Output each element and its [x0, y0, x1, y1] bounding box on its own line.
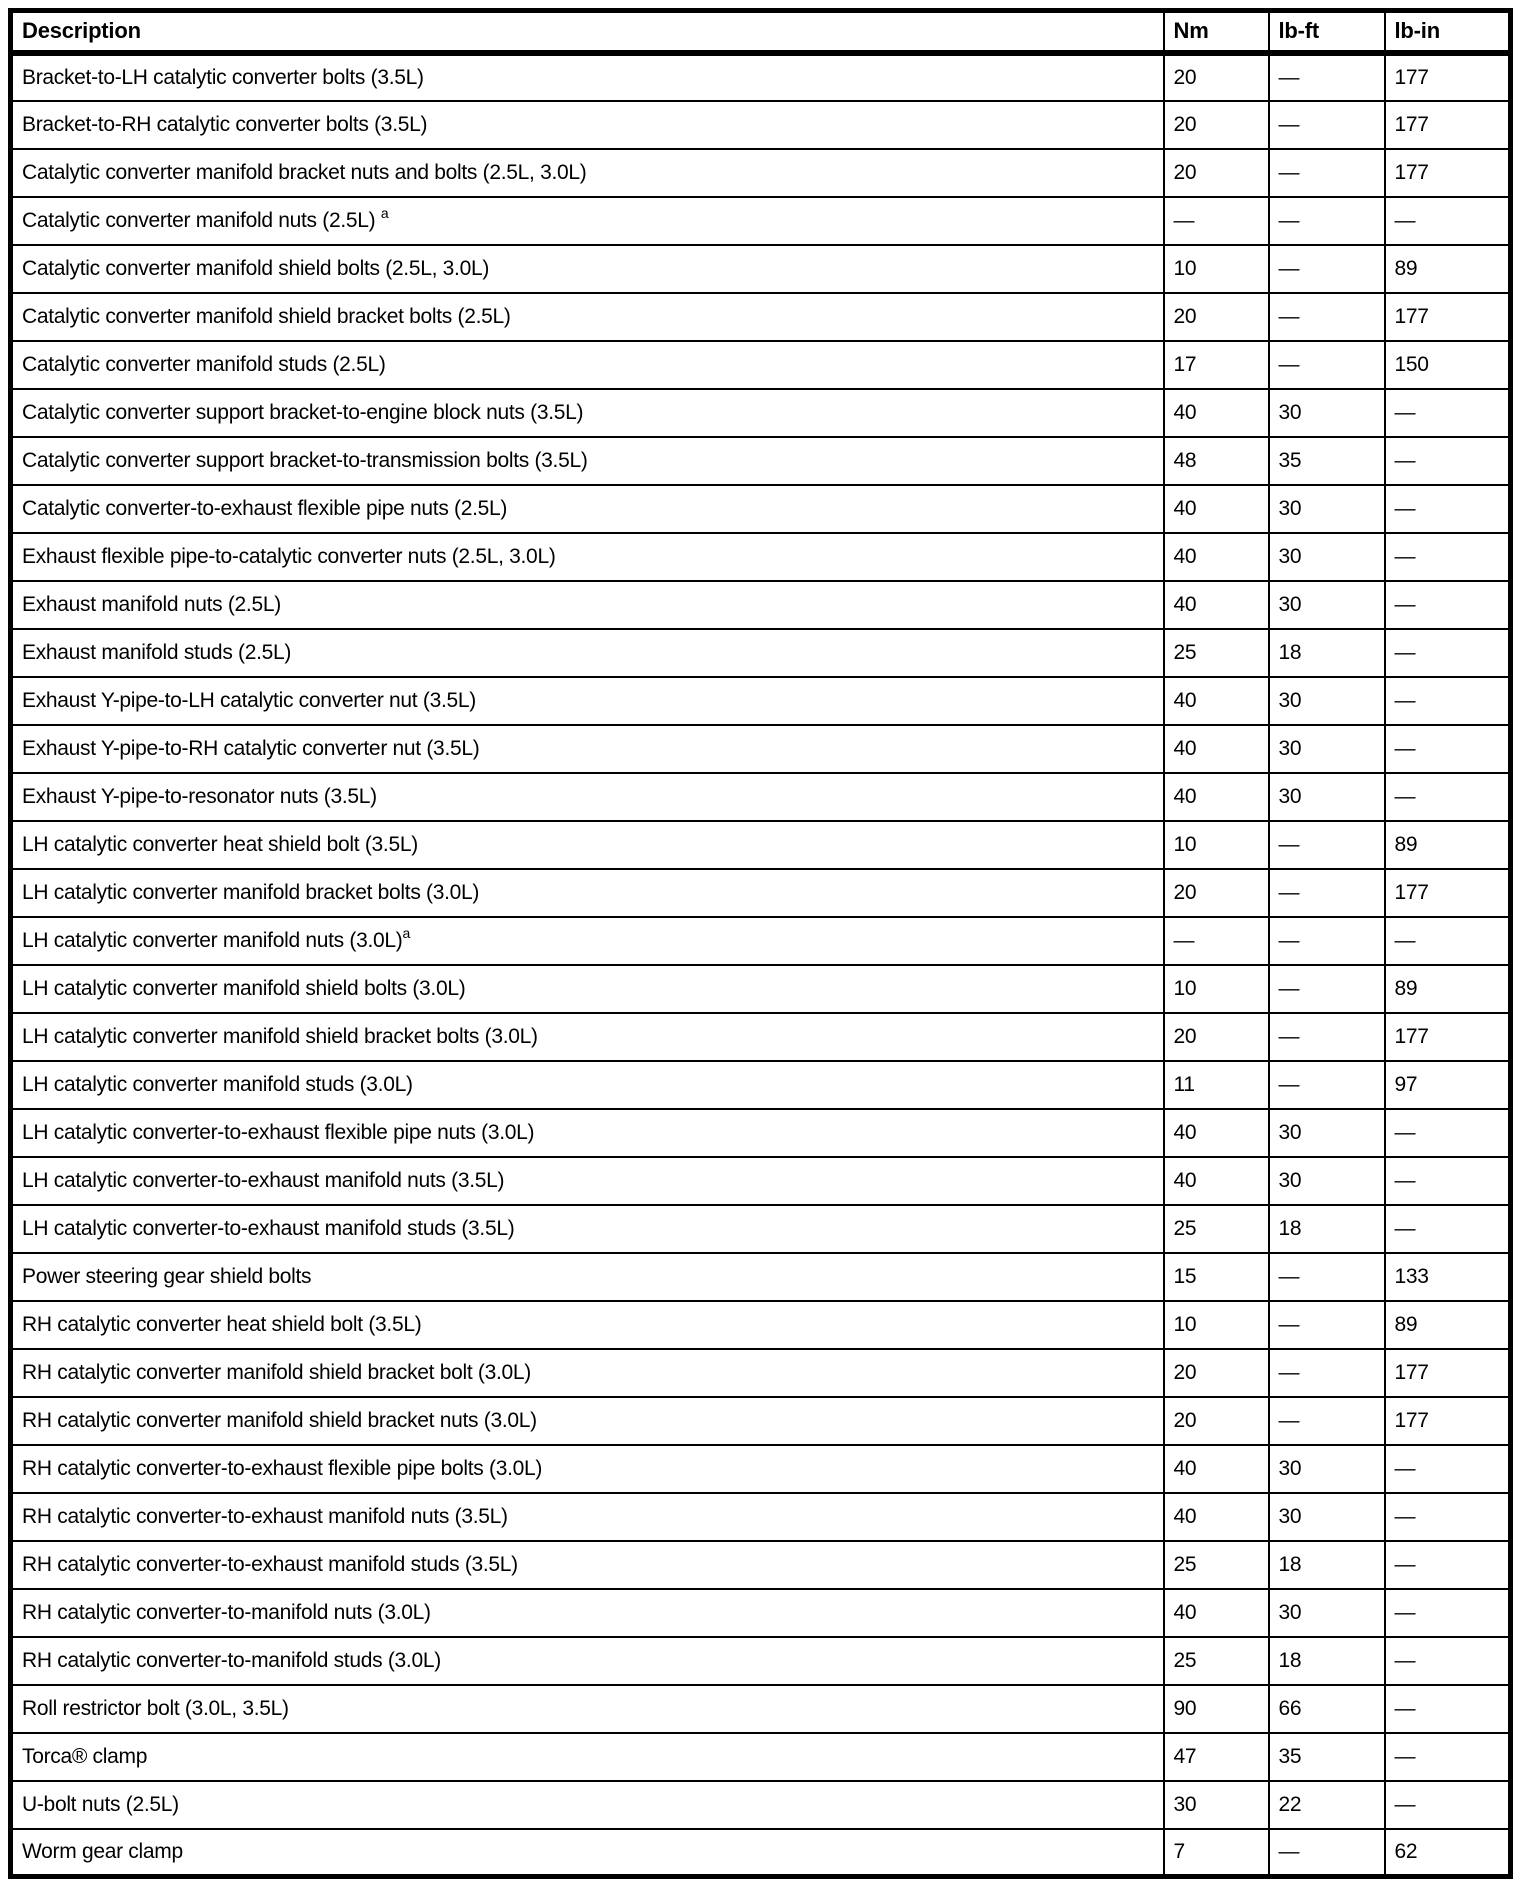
lbft-cell: 30 [1269, 1109, 1385, 1157]
nm-cell: 25 [1164, 1205, 1269, 1253]
nm-cell: 30 [1164, 1781, 1269, 1829]
nm-cell: 20 [1164, 53, 1269, 101]
lbft-cell: 18 [1269, 1205, 1385, 1253]
lbin-cell: 89 [1385, 965, 1511, 1013]
nm-cell: 40 [1164, 1157, 1269, 1205]
lbin-cell: 89 [1385, 821, 1511, 869]
lbin-cell: — [1385, 389, 1511, 437]
lbin-cell: 177 [1385, 1397, 1511, 1445]
footnote-marker: a [380, 204, 389, 221]
table-row [11, 1445, 1511, 1493]
lbin-cell: — [1385, 773, 1511, 821]
table-row [11, 1109, 1511, 1157]
table-row [11, 1541, 1511, 1589]
lbft-cell: — [1269, 1829, 1385, 1877]
lbin-cell: — [1385, 725, 1511, 773]
nm-cell: 10 [1164, 965, 1269, 1013]
table-row [11, 533, 1511, 581]
table-row [11, 1733, 1511, 1781]
lbin-cell: 177 [1385, 101, 1511, 149]
nm-cell: 20 [1164, 869, 1269, 917]
lbft-cell: 18 [1269, 1637, 1385, 1685]
lbin-cell: — [1385, 485, 1511, 533]
lbft-cell: — [1269, 1301, 1385, 1349]
description-cell: RH catalytic converter-to-manifold nuts (3.0L) [11, 1589, 1164, 1637]
description-cell: Exhaust Y-pipe-to-resonator nuts (3.5L) [11, 773, 1164, 821]
lbin-cell: — [1385, 1589, 1511, 1637]
nm-cell: 20 [1164, 101, 1269, 149]
lbin-cell: 97 [1385, 1061, 1511, 1109]
description-cell: Bracket-to-LH catalytic converter bolts (3.5L) [11, 53, 1164, 101]
nm-cell: 48 [1164, 437, 1269, 485]
table-row [11, 1157, 1511, 1205]
lbft-cell: 22 [1269, 1781, 1385, 1829]
nm-cell: 40 [1164, 485, 1269, 533]
description-cell: Catalytic converter support bracket-to-transmission bolts (3.5L) [11, 437, 1164, 485]
nm-cell: 10 [1164, 821, 1269, 869]
lbin-cell: 89 [1385, 1301, 1511, 1349]
description-cell: U-bolt nuts (2.5L) [11, 1781, 1164, 1829]
table-row [11, 293, 1511, 341]
table-row [11, 485, 1511, 533]
lbin-cell: — [1385, 1493, 1511, 1541]
table-row [11, 869, 1511, 917]
table-row [11, 1301, 1511, 1349]
lbft-cell: 30 [1269, 1445, 1385, 1493]
torque-spec-table [8, 8, 1513, 1879]
lbft-cell: — [1269, 917, 1385, 965]
nm-cell: 10 [1164, 245, 1269, 293]
lbft-cell: — [1269, 869, 1385, 917]
lbft-cell: 18 [1269, 1541, 1385, 1589]
lbin-cell: — [1385, 533, 1511, 581]
table-row [11, 1397, 1511, 1445]
table-row [11, 149, 1511, 197]
lbin-cell: 177 [1385, 293, 1511, 341]
nm-cell: 40 [1164, 1109, 1269, 1157]
description-cell: Catalytic converter-to-exhaust flexible pipe nuts (2.5L) [11, 485, 1164, 533]
column-header-lbin: lb-in [1385, 11, 1511, 53]
lbft-cell: — [1269, 1061, 1385, 1109]
lbft-cell: — [1269, 341, 1385, 389]
description-cell: Catalytic converter manifold studs (2.5L) [11, 341, 1164, 389]
lbin-cell: — [1385, 197, 1511, 245]
nm-cell: 40 [1164, 1589, 1269, 1637]
lbft-cell: — [1269, 1253, 1385, 1301]
table-row [11, 725, 1511, 773]
table-row [11, 1637, 1511, 1685]
table-row [11, 821, 1511, 869]
table-row [11, 1253, 1511, 1301]
lbin-cell: — [1385, 917, 1511, 965]
nm-cell: — [1164, 197, 1269, 245]
description-cell: Power steering gear shield bolts [11, 1253, 1164, 1301]
lbin-cell: — [1385, 437, 1511, 485]
lbft-cell: — [1269, 1397, 1385, 1445]
lbin-cell: — [1385, 1445, 1511, 1493]
table-row [11, 1685, 1511, 1733]
description-cell: Catalytic converter manifold shield bracket bolts (2.5L) [11, 293, 1164, 341]
lbin-cell: 177 [1385, 869, 1511, 917]
nm-cell: 40 [1164, 533, 1269, 581]
nm-cell: 20 [1164, 1349, 1269, 1397]
description-cell: LH catalytic converter manifold shield bolts (3.0L) [11, 965, 1164, 1013]
description-cell: RH catalytic converter manifold shield bracket nuts (3.0L) [11, 1397, 1164, 1445]
table-row [11, 197, 1511, 245]
nm-cell: 7 [1164, 1829, 1269, 1877]
table-row [11, 245, 1511, 293]
lbin-cell: 150 [1385, 341, 1511, 389]
lbin-cell: — [1385, 1733, 1511, 1781]
nm-cell: 25 [1164, 1637, 1269, 1685]
lbin-cell: — [1385, 1157, 1511, 1205]
lbft-cell: — [1269, 821, 1385, 869]
lbft-cell: — [1269, 101, 1385, 149]
table-row [11, 1493, 1511, 1541]
description-cell: Torca® clamp [11, 1733, 1164, 1781]
lbin-cell: 89 [1385, 245, 1511, 293]
header-row [11, 11, 1511, 53]
table-row [11, 437, 1511, 485]
description-cell: Worm gear clamp [11, 1829, 1164, 1877]
lbft-cell: — [1269, 245, 1385, 293]
description-cell: RH catalytic converter-to-manifold studs (3.0L) [11, 1637, 1164, 1685]
lbft-cell: — [1269, 53, 1385, 101]
description-cell: LH catalytic converter manifold nuts $(3.0L)^a$ [11, 917, 1164, 965]
description-cell: Roll restrictor bolt (3.0L, 3.5L) [11, 1685, 1164, 1733]
lbft-cell: — [1269, 197, 1385, 245]
lbin-cell: 177 [1385, 149, 1511, 197]
description-cell: Catalytic converter manifold bracket nuts and bolts (2.5L, 3.0L) [11, 149, 1164, 197]
lbin-cell: — [1385, 1205, 1511, 1253]
lbin-cell: 177 [1385, 1349, 1511, 1397]
column-header-nm: Nm [1164, 11, 1269, 53]
description-cell: RH catalytic converter manifold shield bracket bolt (3.0L) [11, 1349, 1164, 1397]
description-cell: RH catalytic converter-to-exhaust manifold nuts (3.5L) [11, 1493, 1164, 1541]
nm-cell: 40 [1164, 677, 1269, 725]
description-cell: Exhaust Y-pipe-to-LH catalytic converter nut (3.5L) [11, 677, 1164, 725]
table-row [11, 1205, 1511, 1253]
description-cell: Bracket-to-RH catalytic converter bolts (3.5L) [11, 101, 1164, 149]
description-cell: Exhaust manifold studs (2.5L) [11, 629, 1164, 677]
description-cell: RH catalytic converter heat shield bolt (3.5L) [11, 1301, 1164, 1349]
description-cell: Catalytic converter manifold nuts (2.5L) $^a$ [11, 197, 1164, 245]
lbft-cell: 35 [1269, 1733, 1385, 1781]
nm-cell: 25 [1164, 629, 1269, 677]
table-row [11, 53, 1511, 101]
lbft-cell: 30 [1269, 389, 1385, 437]
table-row [11, 1013, 1511, 1061]
table-row [11, 101, 1511, 149]
nm-cell: 17 [1164, 341, 1269, 389]
nm-cell: 20 [1164, 1013, 1269, 1061]
description-cell: LH catalytic converter manifold studs (3.0L) [11, 1061, 1164, 1109]
lbin-cell: — [1385, 629, 1511, 677]
lbft-cell: 30 [1269, 581, 1385, 629]
lbft-cell: 30 [1269, 1493, 1385, 1541]
description-cell: RH catalytic converter-to-exhaust manifold studs (3.5L) [11, 1541, 1164, 1589]
table-row [11, 389, 1511, 437]
lbin-cell: — [1385, 677, 1511, 725]
lbft-cell: 30 [1269, 677, 1385, 725]
description-cell: RH catalytic converter-to-exhaust flexible pipe bolts (3.0L) [11, 1445, 1164, 1493]
table-row [11, 773, 1511, 821]
footnote-marker: a [402, 924, 410, 941]
table-row [11, 1589, 1511, 1637]
lbin-cell: — [1385, 581, 1511, 629]
lbin-cell: — [1385, 1685, 1511, 1733]
lbft-cell: 30 [1269, 485, 1385, 533]
lbft-cell: — [1269, 149, 1385, 197]
table-row [11, 1349, 1511, 1397]
lbft-cell: — [1269, 1013, 1385, 1061]
nm-cell: 40 [1164, 725, 1269, 773]
lbin-cell: 177 [1385, 1013, 1511, 1061]
description-cell: LH catalytic converter heat shield bolt (3.5L) [11, 821, 1164, 869]
table-row [11, 629, 1511, 677]
column-header-description: Description [11, 11, 1164, 53]
nm-cell: 11 [1164, 1061, 1269, 1109]
table-row [11, 1781, 1511, 1829]
lbin-cell: 177 [1385, 53, 1511, 101]
table-row [11, 341, 1511, 389]
table-row [11, 1829, 1511, 1877]
column-header-lbft: lb-ft [1269, 11, 1385, 53]
nm-cell: 40 [1164, 581, 1269, 629]
lbft-cell: 30 [1269, 533, 1385, 581]
lbin-cell: — [1385, 1109, 1511, 1157]
nm-cell: — [1164, 917, 1269, 965]
lbft-cell: — [1269, 965, 1385, 1013]
description-cell: LH catalytic converter-to-exhaust flexible pipe nuts (3.0L) [11, 1109, 1164, 1157]
lbin-cell: 133 [1385, 1253, 1511, 1301]
nm-cell: 20 [1164, 293, 1269, 341]
nm-cell: 40 [1164, 389, 1269, 437]
description-cell: Exhaust flexible pipe-to-catalytic converter nuts (2.5L, 3.0L) [11, 533, 1164, 581]
nm-cell: 40 [1164, 773, 1269, 821]
nm-cell: 25 [1164, 1541, 1269, 1589]
nm-cell: 10 [1164, 1301, 1269, 1349]
lbin-cell: — [1385, 1781, 1511, 1829]
lbft-cell: 30 [1269, 1589, 1385, 1637]
description-cell: Exhaust Y-pipe-to-RH catalytic converter nut (3.5L) [11, 725, 1164, 773]
lbft-cell: — [1269, 293, 1385, 341]
lbft-cell: — [1269, 1349, 1385, 1397]
description-cell: Catalytic converter manifold shield bolts (2.5L, 3.0L) [11, 245, 1164, 293]
nm-cell: 20 [1164, 149, 1269, 197]
nm-cell: 47 [1164, 1733, 1269, 1781]
lbin-cell: — [1385, 1541, 1511, 1589]
table-body [11, 53, 1511, 1877]
description-cell: LH catalytic converter-to-exhaust manifold nuts (3.5L) [11, 1157, 1164, 1205]
lbft-cell: 66 [1269, 1685, 1385, 1733]
lbin-cell: — [1385, 1637, 1511, 1685]
table-row [11, 965, 1511, 1013]
table-row [11, 917, 1511, 965]
lbft-cell: 18 [1269, 629, 1385, 677]
description-cell: Catalytic converter support bracket-to-engine block nuts (3.5L) [11, 389, 1164, 437]
description-cell: LH catalytic converter-to-exhaust manifold studs (3.5L) [11, 1205, 1164, 1253]
lbft-cell: 30 [1269, 773, 1385, 821]
lbft-cell: 30 [1269, 725, 1385, 773]
nm-cell: 40 [1164, 1493, 1269, 1541]
nm-cell: 20 [1164, 1397, 1269, 1445]
nm-cell: 40 [1164, 1445, 1269, 1493]
nm-cell: 15 [1164, 1253, 1269, 1301]
table-row [11, 677, 1511, 725]
description-cell: Exhaust manifold nuts (2.5L) [11, 581, 1164, 629]
table-row [11, 581, 1511, 629]
description-cell: LH catalytic converter manifold shield bracket bolts (3.0L) [11, 1013, 1164, 1061]
lbin-cell: 62 [1385, 1829, 1511, 1877]
lbft-cell: 30 [1269, 1157, 1385, 1205]
description-cell: LH catalytic converter manifold bracket bolts (3.0L) [11, 869, 1164, 917]
nm-cell: 90 [1164, 1685, 1269, 1733]
lbft-cell: 35 [1269, 437, 1385, 485]
table-row [11, 1061, 1511, 1109]
